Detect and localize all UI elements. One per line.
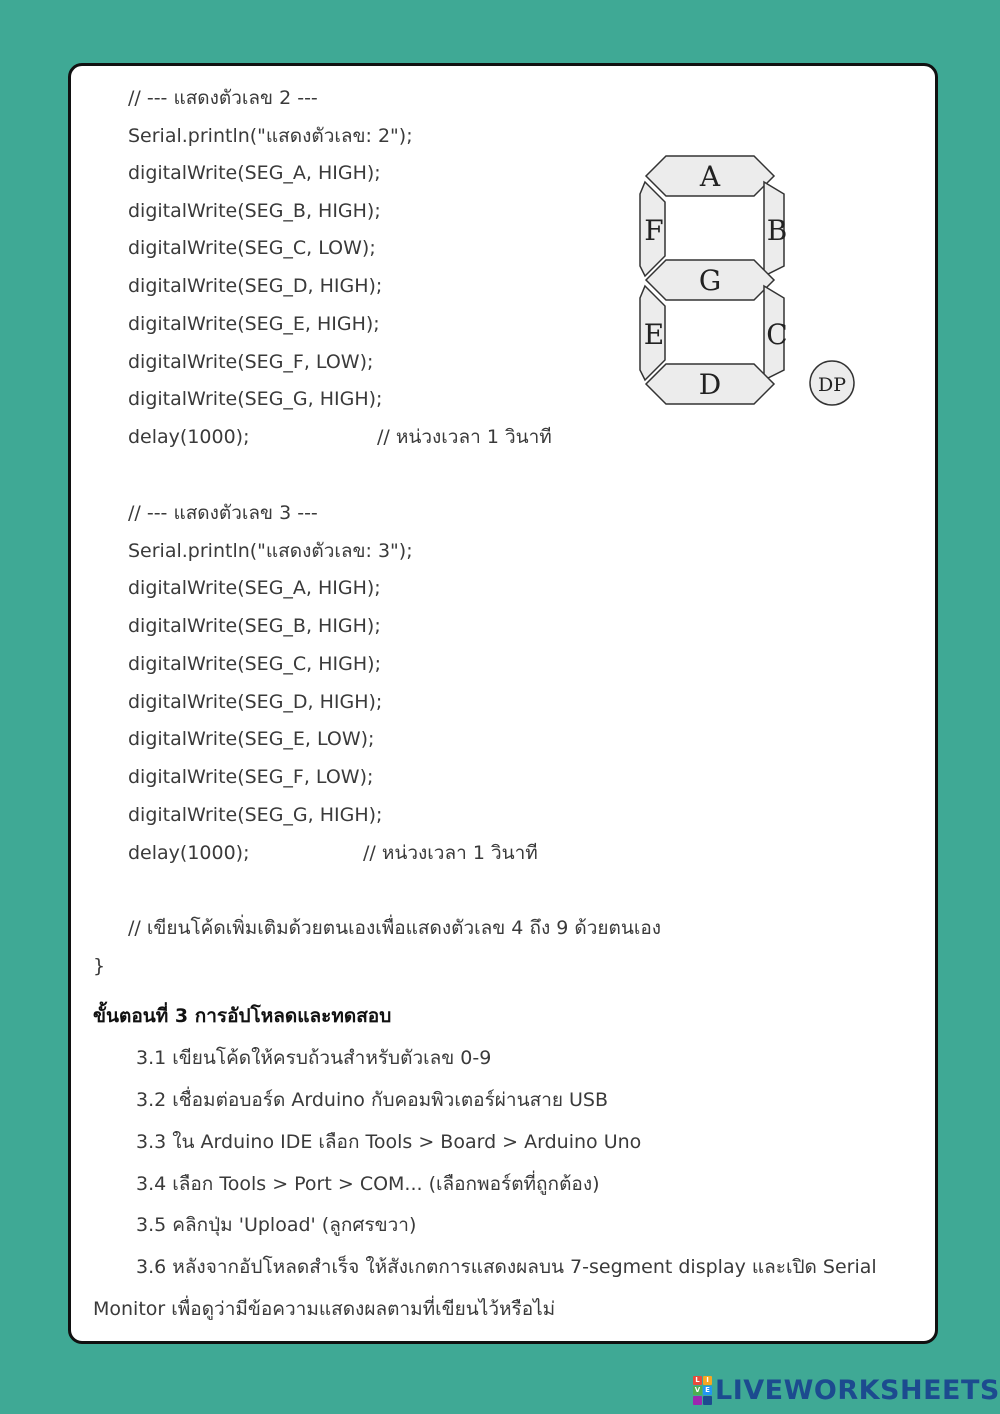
code-line: digitalWrite(SEG_E, LOW); [128, 728, 375, 750]
code-comment-delay: // หน่วงเวลา 1 วินาที [363, 842, 538, 864]
code-closing-brace: } [93, 955, 106, 977]
code-line: digitalWrite(SEG_B, HIGH); [128, 615, 381, 637]
code-line: Serial.println("แสดงตัวเลข: 3"); [128, 540, 413, 562]
code-line: // --- แสดงตัวเลข 2 --- [128, 87, 318, 109]
logo-icon-cell: I [703, 1376, 712, 1385]
logo-icon-cell [703, 1396, 712, 1405]
code-comment-delay: // หน่วงเวลา 1 วินาที [377, 426, 552, 448]
code-line: digitalWrite(SEG_B, HIGH); [128, 200, 381, 222]
logo-icon-cell: V [694, 1385, 701, 1394]
segment-label-b: B [766, 214, 788, 247]
segment-label-e: E [643, 318, 665, 351]
code-line: digitalWrite(SEG_A, HIGH); [128, 577, 381, 599]
code-line: digitalWrite(SEG_C, HIGH); [128, 653, 381, 675]
step-item: 3.5 คลิกปุ่ม 'Upload' (ลูกศรขวา) [136, 1214, 417, 1236]
segment-label-c: C [766, 318, 788, 351]
code-line: // --- แสดงตัวเลข 3 --- [128, 502, 318, 524]
step-item: 3.4 เลือก Tools > Port > COM... (เลือกพอร์ตที่ถูกต้อง) [136, 1173, 600, 1195]
step-item: 3.6 หลังจากอัปโหลดสำเร็จ ให้สังเกตการแสดงผลบน 7-segment display และเปิด Serial [136, 1256, 877, 1278]
logo-icon [693, 1376, 712, 1405]
code-line: digitalWrite(SEG_F, LOW); [128, 766, 374, 788]
brand-name: LIVEWORKSHEETS [715, 1374, 1000, 1406]
step-item: 3.3 ใน Arduino IDE เลือก Tools > Board > Arduino Uno [136, 1131, 642, 1153]
code-comment-extra: // เขียนโค้ดเพิ่มเติมด้วยตนเองเพื่อแสดงตัวเลข 4 ถึง 9 ด้วยตนเอง [128, 917, 662, 939]
step-item: 3.1 เขียนโค้ดให้ครบถ้วนสำหรับตัวเลข 0-9 [136, 1047, 492, 1069]
liveworksheets-logo[interactable] [693, 1375, 1000, 1405]
segment-label-a: A [699, 160, 721, 193]
logo-icon-cell: L [693, 1376, 702, 1385]
code-line: Serial.println("แสดงตัวเลข: 2"); [128, 125, 413, 147]
code-line: digitalWrite(SEG_D, HIGH); [128, 691, 383, 713]
section-heading: ขั้นตอนที่ 3 การอัปโหลดและทดสอบ [93, 1005, 392, 1027]
segment-label-f: F [644, 214, 664, 247]
seven-segment-diagram [636, 154, 861, 416]
segment-label-dp: DP [817, 374, 847, 396]
step-item: 3.2 เชื่อมต่อบอร์ด Arduino กับคอมพิวเตอร์ผ่านสาย USB [136, 1089, 609, 1111]
logo-icon-cell: E [703, 1386, 712, 1395]
code-line: digitalWrite(SEG_G, HIGH); [128, 388, 383, 410]
segment-label-g: G [698, 264, 722, 297]
segment-label-d: D [698, 368, 722, 401]
code-line: digitalWrite(SEG_E, HIGH); [128, 313, 380, 335]
code-line: digitalWrite(SEG_G, HIGH); [128, 804, 383, 826]
code-line-delay: delay(1000); [128, 426, 250, 448]
code-line: digitalWrite(SEG_A, HIGH); [128, 162, 381, 184]
code-line: digitalWrite(SEG_C, LOW); [128, 237, 376, 259]
code-line: digitalWrite(SEG_F, LOW); [128, 351, 374, 373]
step-item-continued: Monitor เพื่อดูว่ามีข้อความแสดงผลตามที่เขียนไว้หรือไม่ [93, 1298, 556, 1320]
code-line: digitalWrite(SEG_D, HIGH); [128, 275, 383, 297]
logo-icon-cell [693, 1396, 702, 1405]
code-line-delay: delay(1000); [128, 842, 250, 864]
worksheet-card [68, 63, 938, 1344]
